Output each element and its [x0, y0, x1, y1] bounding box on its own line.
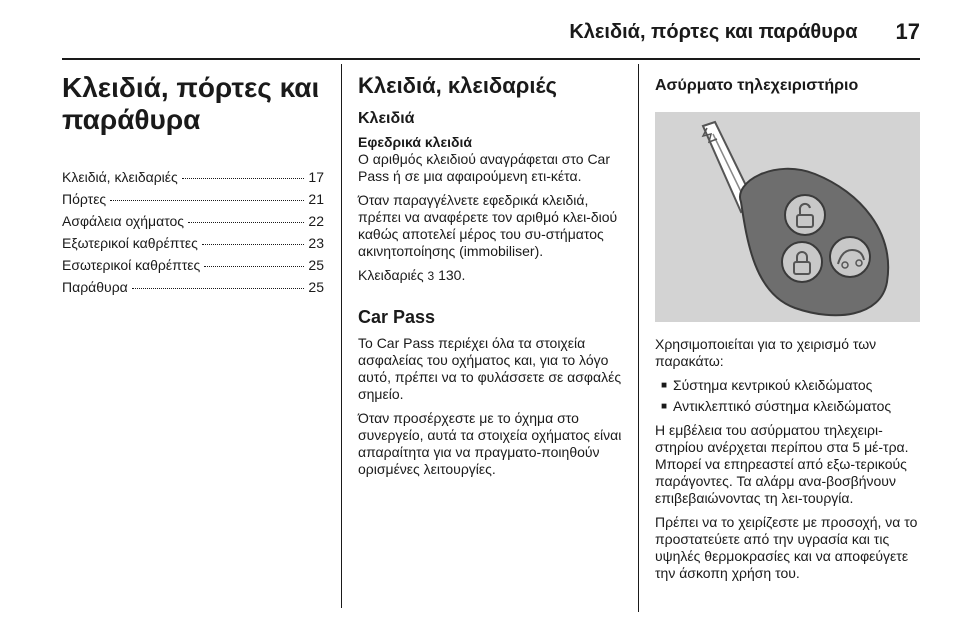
toc-item-page: 21	[308, 191, 324, 207]
toc-item-page: 17	[308, 169, 324, 185]
toc-item[interactable]	[62, 254, 324, 276]
spare-keys-title: Εφεδρικά κλειδιά	[358, 134, 472, 150]
page-number: 17	[895, 19, 920, 44]
remote-intro: Χρησιμοποιείται για το χειρισμό των παρακάτω:	[655, 336, 877, 369]
running-title: Κλειδιά, πόρτες και παράθυρα	[569, 20, 858, 43]
keys-section-title: Κλειδιά, κλειδαριές	[358, 73, 557, 98]
xref-label: Κλειδαριές	[358, 267, 424, 283]
header-rule	[62, 58, 920, 60]
column-divider-2	[638, 64, 639, 612]
toc-leader-dots	[204, 266, 304, 267]
toc-list	[62, 166, 324, 298]
remote-range-para: Η εμβέλεια του ασύρματου τηλεχειρι-στηρίου ανέρχεται περίπου στα 5 μέ-τρα. Μπορεί να επηρεαστεί από εξω-τερικούς παράγοντες. Τα αλάρμ ανα-βοσβήνουν επιβεβαιώνοντας τη λει-τουργία.	[655, 422, 909, 506]
spare-keys-para-2: Όταν παραγγέλνετε εφεδρικά κλειδιά, πρέπει να αναφέρετε τον αριθμό κλει-διού καθώς αποτελεί μέρος του συ-στήματος ακινητοποίησης (immobiliser).	[358, 192, 618, 259]
running-header	[569, 14, 920, 50]
xref-page: 130.	[438, 267, 466, 283]
remote-care-para: Πρέπει να το χειρίζεστε με προσοχή, να το προστατεύετε από την υγρασία και τις υψηλές θερμοκρασίες και να αποφεύγετε την άσκοπη χρήση του.	[655, 514, 918, 581]
bullet-text: Αντικλεπτικό σύστημα κλειδώματος	[673, 398, 892, 414]
keys-column	[358, 72, 626, 485]
toc-item[interactable]	[62, 232, 324, 254]
toc-item-label: Εσωτερικοί καθρέπτες	[62, 257, 201, 273]
remote-key-illustration	[655, 112, 920, 322]
key-fob-body	[740, 169, 888, 315]
toc-leader-dots	[188, 222, 304, 223]
remote-section-title: Ασύρματο τηλεχειριστήριο	[655, 77, 859, 94]
list-item	[655, 377, 923, 394]
toc-item[interactable]	[62, 166, 324, 188]
toc-leader-dots	[182, 178, 305, 179]
spare-keys-para-1: Ο αριθμός κλειδιού αναγράφεται στο Car Pass ή σε μια αφαιρούμενη ετι-κέτα.	[358, 151, 611, 184]
square-bullet-icon: ■	[661, 380, 668, 391]
toc-item[interactable]	[62, 188, 324, 210]
car-pass-para-2: Όταν προσέρχεστε με το όχημα στο συνεργείο, αυτά τα στοιχεία οχήματος είναι απαραίτητα για να πραγματο-ποιηθούν ορισμένες λειτουργίες.	[358, 410, 622, 477]
toc-item-label: Ασφάλεια οχήματος	[62, 213, 185, 229]
remote-functions-list	[655, 377, 923, 415]
toc-leader-dots	[110, 200, 304, 201]
car-pass-title: Car Pass	[358, 307, 436, 327]
keys-subtitle: Κλειδιά	[358, 110, 415, 127]
locks-cross-reference[interactable]	[358, 267, 626, 285]
remote-column	[655, 72, 923, 589]
toc-item-label: Εξωτερικοί καθρέπτες	[62, 235, 198, 251]
toc-item-page: 23	[308, 235, 324, 251]
toc-item-page: 25	[308, 257, 324, 273]
toc-item-label: Παράθυρα	[62, 279, 128, 295]
toc-item[interactable]	[62, 210, 324, 232]
list-item	[655, 398, 923, 415]
toc-leader-dots	[202, 244, 305, 245]
square-bullet-icon: ■	[661, 401, 668, 412]
bullet-text: Σύστημα κεντρικού κλειδώματος	[673, 377, 873, 393]
toc-item-label: Κλειδιά, κλειδαριές	[62, 169, 178, 185]
toc-item-page: 25	[308, 279, 324, 295]
toc-item[interactable]	[62, 276, 324, 298]
chapter-toc	[62, 72, 324, 298]
toc-leader-dots	[132, 288, 305, 289]
toc-item-page: 22	[308, 213, 324, 229]
chapter-title: Κλειδιά, πόρτες και παράθυρα	[62, 72, 320, 135]
column-divider-1	[341, 64, 342, 608]
remote-key-icon	[655, 112, 920, 322]
xref-arrow-icon: 3	[427, 269, 435, 283]
toc-item-label: Πόρτες	[62, 191, 107, 207]
car-pass-para-1: Το Car Pass περιέχει όλα τα στοιχεία ασφαλείας του οχήματος και, για το λόγο αυτό, πρέπει να το φυλάσσετε σε ασφαλές σημείο.	[358, 335, 622, 402]
